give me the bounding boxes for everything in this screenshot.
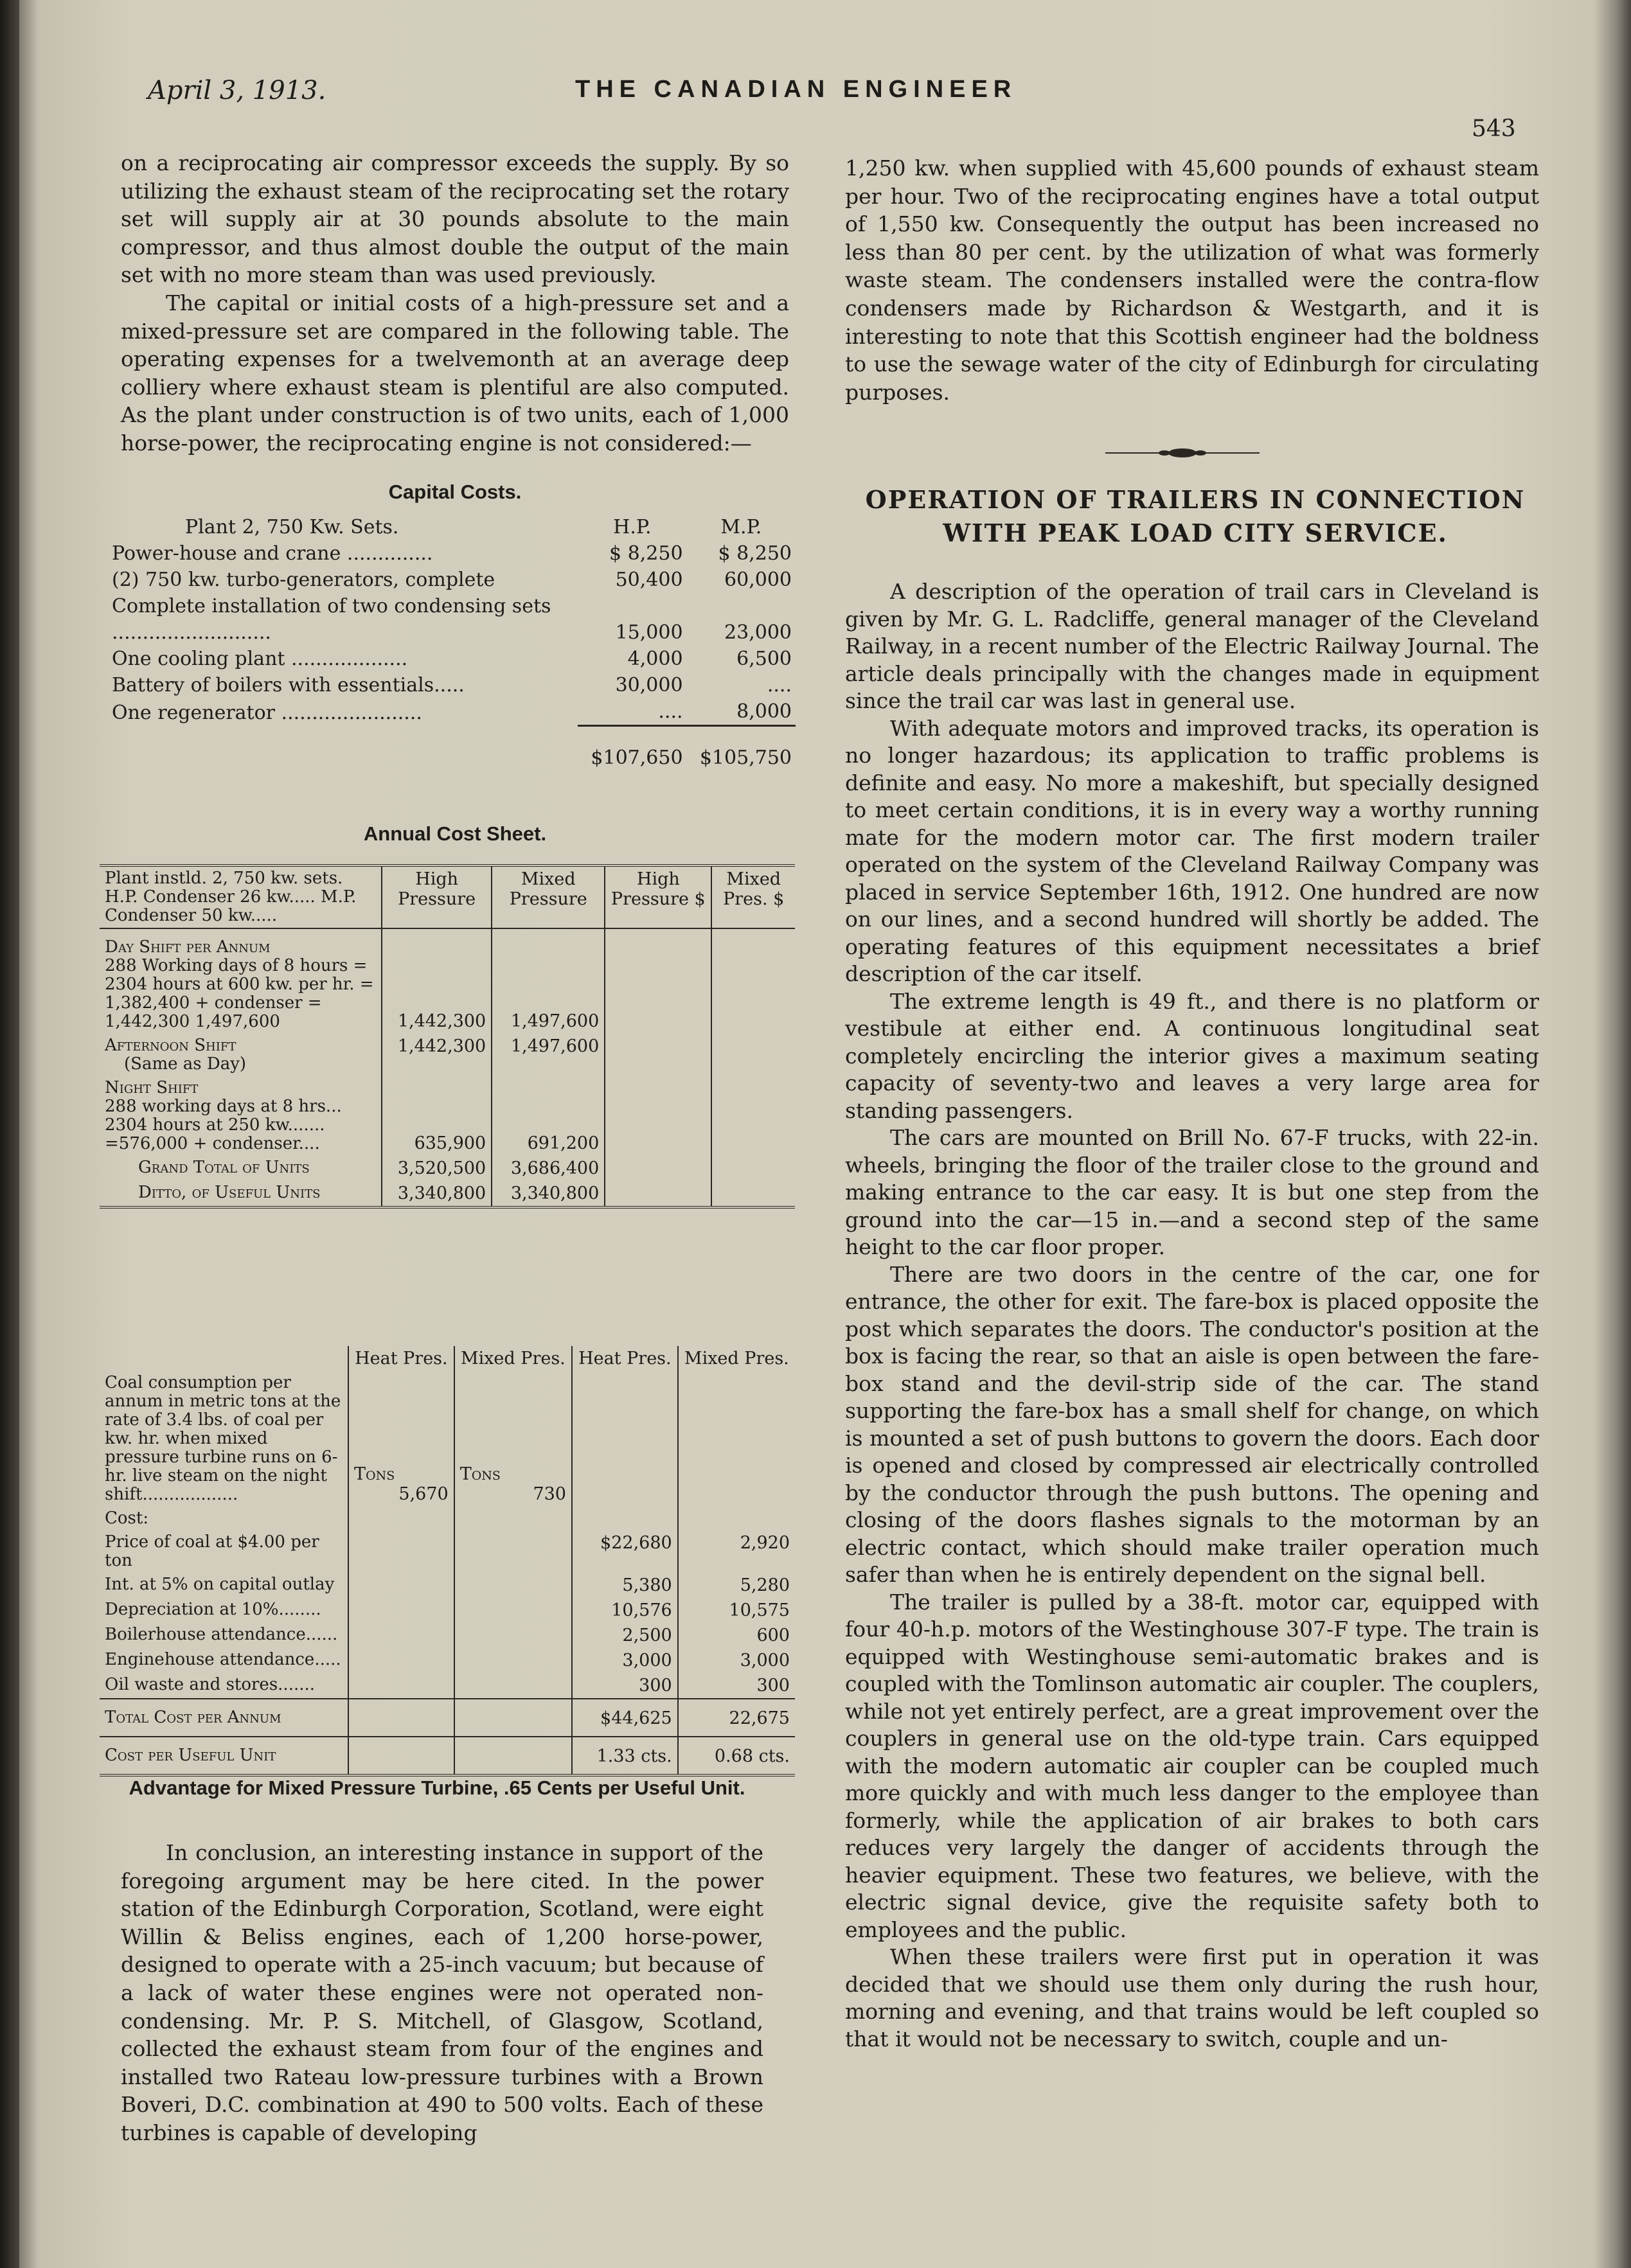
row-label: Power-house and crane .............. <box>112 542 433 565</box>
cell: 3,340,800 <box>492 1181 605 1207</box>
cell <box>605 928 711 1034</box>
row-hp: $ 8,250 <box>609 542 683 565</box>
row-detail: (Same as Day) <box>124 1054 247 1074</box>
paragraph: With adequate motors and improved tracks, its operation is no longer hazardous; its application to traffic problems is definite and easy. No more a makeshift, but specially designed to meet certain conditions, it is in every way a worthy running mate for the modern motor car. The first modern trailer operated on the system of the Cleveland Railway Company was placed in service September 16th, 1912. One hundred are now on our lines, and a second hundred will shortly be added. The operating features of this equipment necessitates a brief description of the car itself. <box>845 715 1539 986</box>
cell <box>711 1181 795 1207</box>
row-hp: 30,000 <box>615 674 683 696</box>
table-row <box>100 1034 795 1076</box>
table-row <box>100 1673 795 1699</box>
cell <box>711 1076 795 1156</box>
cell <box>454 1371 572 1507</box>
unit-label: Tons <box>354 1464 395 1484</box>
paragraph: on a reciprocating air compressor exceeds the supply. By so utilizing the exhaust steam of the reciprocating set the rotary set will supply air at 30 pounds absolute to the main compressor, and thus almost double the output of the main set with no more steam than was used previously. <box>121 150 789 288</box>
paragraph: A description of the operation of trail cars in Cleveland is given by Mr. G. L. Radcliffe, general manager of the Cleveland Railway, in a recent number of the Electric Railway Journal. The article deals principally with the changes made in equipment since the trail car was last in general use. <box>845 579 1539 713</box>
cell <box>454 1530 572 1573</box>
cell <box>454 1699 572 1737</box>
column-header: Mixed Pressure <box>492 865 605 928</box>
cell <box>348 1598 454 1623</box>
capital-costs-heading: Capital Costs. <box>388 481 522 503</box>
cell <box>454 1737 572 1775</box>
cell: 22,675 <box>678 1699 795 1737</box>
page-number: 543 <box>1472 116 1516 142</box>
cell: 3,686,400 <box>492 1156 605 1181</box>
row-title: Grand Total of Units <box>138 1158 310 1177</box>
row-label: One cooling plant ................... <box>112 648 408 670</box>
table-row <box>100 1573 795 1598</box>
row-title: Night Shift <box>105 1078 199 1097</box>
row-hp: 15,000 <box>615 621 683 644</box>
row-detail: 288 Working days of 8 hours = 2304 hours at 600 kw. per hr. = 1,382,400 + condenser = 1,442,300 1,497,600 <box>105 956 374 1031</box>
paragraph: There are two doors in the centre of the car, one for entrance, the other for exit. The fare-box is placed opposite the post which separates the doors. The conductor's position at the box is facing the rear, so that an aisle is open between the fare-box stand and the devil-strip side of the car. The stand supporting the fare-box has a small shelf for change, on which is mounted a set of push buttons to govern the doors. Each door is opened and closed by compressed air electrically controlled by the conductor through the push buttons. The opening and closing of the doors flashes signals to the motorman by an electric contact, which should make trailer operation much safer than when he is entirely dependent on the signal bell. <box>845 1261 1539 1587</box>
cell: $44,625 <box>572 1699 678 1737</box>
cell: 2,920 <box>678 1530 795 1573</box>
cell <box>348 1530 454 1573</box>
table-header-row <box>100 865 795 928</box>
cell: 300 <box>572 1673 678 1699</box>
total-row <box>108 726 796 772</box>
cell: 10,576 <box>572 1598 678 1623</box>
col-mp: M.P. <box>720 516 762 538</box>
row-label: One regenerator ....................... <box>112 701 422 724</box>
cell <box>348 1699 454 1737</box>
day-shift-label <box>100 928 382 1034</box>
cell <box>605 1034 711 1076</box>
row-label: Oil waste and stores....... <box>105 1675 316 1694</box>
row-label <box>108 726 578 772</box>
book-spine-shadow <box>0 0 19 2268</box>
cell <box>678 1507 795 1530</box>
column-header: Mixed Pres. <box>678 1346 795 1371</box>
cell <box>348 1507 454 1530</box>
coal-consumption-label: Coal consumption per annum in metric tons at the rate of 3.4 lbs. of coal per kw. hr. when mixed pressure turbine runs on 6-hr. live steam on the night shift.................. <box>105 1373 341 1504</box>
table-row <box>100 1156 795 1181</box>
table-row <box>100 1648 795 1673</box>
row-mp: 6,500 <box>736 648 792 670</box>
row-label: Battery of boilers with essentials..... <box>112 674 465 696</box>
issue-date: April 3, 1913. <box>148 76 326 105</box>
column-header: Heat Pres. <box>348 1346 454 1371</box>
table-row <box>100 1076 795 1156</box>
right-column-continuation <box>845 154 1539 411</box>
cell <box>572 1507 678 1530</box>
cell <box>454 1598 572 1623</box>
cell: 5,380 <box>572 1573 678 1598</box>
advantage-heading: Advantage for Mixed Pressure Turbine, .65 Cents per Useful Unit. <box>129 1776 745 1799</box>
table-row <box>108 540 796 567</box>
paragraph: The extreme length is 49 ft., and there is no platform or vestibule at either end. A continuous longitudinal seat completely encircling the interior gives a maximum seating capacity of seventy-two and leaves a very large area for standing passengers. <box>845 988 1539 1123</box>
cell: 691,200 <box>492 1076 605 1156</box>
cell: 3,340,800 <box>382 1181 492 1207</box>
table-row <box>100 1371 795 1507</box>
column-header: Heat Pres. <box>572 1346 678 1371</box>
row-hp: 4,000 <box>627 648 683 670</box>
paragraph: When these trailers were first put in operation it was decided that we should use them only during the rush hour, morning and evening, and that trains would be left coupled so that it would not be necessary to switch, couple and un- <box>845 1944 1539 2051</box>
row-label: Depreciation at 10%........ <box>105 1600 321 1619</box>
cell: 0.68 cts. <box>678 1737 795 1775</box>
paragraph: In conclusion, an interesting instance in support of the foregoing argument may be here cited. In the power station of the Edinburgh Corporation, Scotland, were eight Willin & Beliss engines, each of 1,200 horse-power, designed to operate with a 25-inch vacuum; but because of a lack of water these engines were not operated non-condensing. Mr. P. S. Mitchell, of Glasgow, Scotland, collected the exhaust steam from four of the engines and installed two Rateau low-pressure turbines with a Brown Boveri, D.C. combination at 490 to 500 volts. Each of these turbines is capable of developing <box>121 1840 763 2145</box>
unit-cost-row <box>100 1737 795 1775</box>
cell: 300 <box>678 1673 795 1699</box>
cell: 3,520,500 <box>382 1156 492 1181</box>
table-row <box>108 698 796 726</box>
table-row <box>100 1507 795 1530</box>
cell <box>605 1076 711 1156</box>
total-row <box>100 1699 795 1737</box>
night-shift-label <box>100 1076 382 1156</box>
cell: 1,497,600 <box>492 928 605 1034</box>
row-hp: .... <box>658 700 683 723</box>
cell <box>711 1156 795 1181</box>
cell: 10,575 <box>678 1598 795 1623</box>
row-title: Day Shift per Annum <box>105 937 271 957</box>
article-title-line: OPERATION OF TRAILERS IN CONNECTION <box>865 485 1526 514</box>
row-label: Enginehouse attendance..... <box>105 1650 341 1669</box>
row-label: Complete installation of two condensing sets .......................... <box>112 595 551 644</box>
table-row <box>108 646 796 672</box>
cell: 3,000 <box>678 1648 795 1673</box>
column-header: Mixed Pres. $ <box>711 865 795 928</box>
cell <box>348 1648 454 1673</box>
table-header-row <box>108 514 796 540</box>
cell <box>454 1623 572 1648</box>
column-header <box>100 1346 348 1371</box>
cell <box>348 1673 454 1699</box>
cell <box>454 1573 572 1598</box>
cell <box>348 1371 454 1507</box>
cell <box>348 1573 454 1598</box>
article-title <box>848 483 1542 550</box>
cell <box>605 1156 711 1181</box>
row-title: Total Cost per Annum <box>100 1699 348 1737</box>
cell <box>454 1673 572 1699</box>
capital-costs-table <box>108 514 796 771</box>
row-label: (2) 750 kw. turbo-generators, complete <box>112 569 495 591</box>
cell: 3,000 <box>572 1648 678 1673</box>
table-row <box>108 593 796 646</box>
plant-installed-label: Plant instld. 2, 750 kw. sets. H.P. Condenser 26 kw..... M.P. Condenser 50 kw..... <box>100 865 382 928</box>
table-row <box>100 1598 795 1623</box>
annual-sheet-heading: Annual Cost Sheet. <box>363 822 547 845</box>
cell <box>572 1371 678 1507</box>
cell: 600 <box>678 1623 795 1648</box>
cell <box>348 1623 454 1648</box>
cell: 635,900 <box>382 1076 492 1156</box>
cell: 1,442,300 <box>382 928 492 1034</box>
cell-value: 730 <box>533 1484 566 1504</box>
cell-value: 5,670 <box>398 1484 449 1504</box>
row-label: Boilerhouse attendance...... <box>105 1625 338 1644</box>
cell <box>711 928 795 1034</box>
row-hp: 50,400 <box>615 569 683 591</box>
cell: 2,500 <box>572 1623 678 1648</box>
annual-cost-table <box>100 1346 795 1776</box>
article-title-line: WITH PEAK LOAD CITY SERVICE. <box>943 518 1448 547</box>
total-mp: $105,750 <box>687 726 796 772</box>
paragraph: The capital or initial costs of a high-pressure set and a mixed-pressure set are compared in the following table. The operating expenses for a twelvemonth at an average deep colliery where exhaust steam is plentiful are also computed. As the plant under construction is of two units, each of 1,000 horse-power, the reciprocating engine is not considered:— <box>121 290 789 456</box>
table-row <box>108 672 796 698</box>
row-label: Price of coal at $4.00 per ton <box>105 1532 319 1570</box>
paragraph: The trailer is pulled by a 38-ft. motor car, equipped with four 40-h.p. motors of the Westinghouse 307-F type. The train is equipped with Westinghouse semi-automatic brakes and is coupled with the Tomlinson automatic air coupler. The couplers, while not yet entirely perfect, are a great improvement over the couplers in general use on the old-type train. Cars equipped with the modern automatic air coupler can be coupled much more quickly and with much less danger to the employee than formerly, while the application of air brakes to both cars reduces very largely the danger of accidents through the heavier equipment. These two features, we believe, with the electric signal device, give the requisite safety both to employees and the public. <box>845 1589 1539 1942</box>
article-body <box>845 578 1539 2053</box>
cell: 1,442,300 <box>382 1034 492 1076</box>
col-hp: H.P. <box>613 516 652 538</box>
row-mp: $ 8,250 <box>718 542 792 565</box>
row-title: Cost: <box>105 1509 149 1528</box>
cell: 1,497,600 <box>492 1034 605 1076</box>
cell: $22,680 <box>572 1530 678 1573</box>
paragraph: The cars are mounted on Brill No. 67-F trucks, with 22-in. wheels, bringing the floor of the trailer close to the ground and making entrance to the car easy. It is but one step from the ground into the car—15 in.—and a second step of the same height to the car floor proper. <box>845 1125 1539 1259</box>
table-row <box>100 1530 795 1573</box>
left-column-intro <box>121 149 789 457</box>
row-mp: .... <box>767 674 792 696</box>
annual-units-table <box>100 864 795 1209</box>
row-mp: 23,000 <box>724 621 792 644</box>
table-row <box>100 928 795 1034</box>
row-title: Ditto, of Useful Units <box>138 1183 321 1202</box>
left-column-conclusion <box>121 1839 763 2147</box>
row-mp: 60,000 <box>724 569 792 591</box>
total-hp: $107,650 <box>578 726 686 772</box>
row-mp: 8,000 <box>736 700 792 723</box>
cell <box>678 1371 795 1507</box>
row-detail: 288 working days at 8 hrs... 2304 hours at 250 kw....... =576,000 + condenser.... <box>105 1097 342 1153</box>
cell: 1.33 cts. <box>572 1737 678 1775</box>
table-row <box>100 1623 795 1648</box>
plant-label: Plant 2, 750 Kw. Sets. <box>185 516 399 538</box>
column-header: High Pressure $ <box>605 865 711 928</box>
row-title: Cost per Useful Unit <box>100 1737 348 1775</box>
cell <box>711 1034 795 1076</box>
cell <box>454 1507 572 1530</box>
afternoon-shift-label <box>100 1034 382 1076</box>
table-header-row <box>100 1346 795 1371</box>
cell <box>348 1737 454 1775</box>
row-label: Int. at 5% on capital outlay <box>105 1575 335 1594</box>
journal-title: THE CANADIAN ENGINEER <box>575 76 1017 103</box>
cell <box>605 1181 711 1207</box>
column-header: Mixed Pres. <box>454 1346 572 1371</box>
cell: 5,280 <box>678 1573 795 1598</box>
paragraph: 1,250 kw. when supplied with 45,600 pounds of exhaust steam per hour. Two of the reciprocating engines have a total output of 1,550 kw. Consequently the output has been increased no less than 80 per cent. by the utilization of what was formerly waste steam. The condensers installed were the contra-flow condensers made by Richardson & Westgarth, and it is interesting to note that this Scottish engineer had the boldness to use the sewage water of the city of Edinburgh for circulating purposes. <box>845 155 1539 405</box>
row-title: Afternoon Shift <box>105 1036 236 1055</box>
cell <box>454 1648 572 1673</box>
table-row <box>108 567 796 593</box>
unit-label: Tons <box>459 1464 501 1484</box>
table-row <box>100 1181 795 1207</box>
section-divider-ornament <box>1105 443 1260 463</box>
column-header: High Pressure <box>382 865 492 928</box>
